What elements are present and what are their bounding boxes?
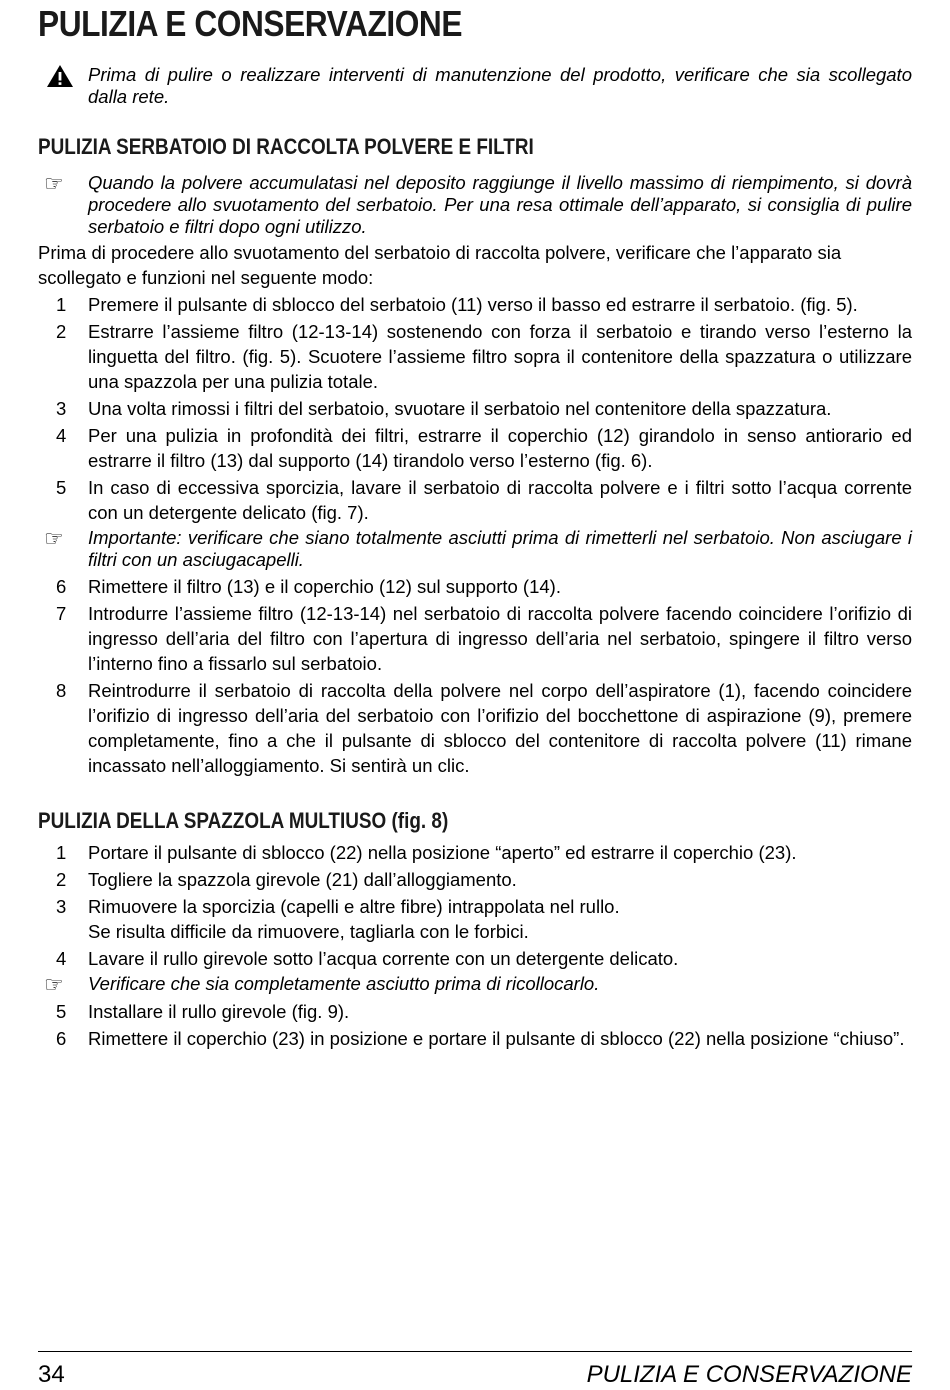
steps-list-brush-2 — [38, 999, 912, 1051]
list-item: 7 Introdurre l’assieme filtro (12-13-14) nel serbatoio di raccolta polvere facendo coincidere l’orifizio di ingresso dell’aria del filtro con l’apertura di ingresso dell’aria nel serbatoio, spingere il filtro verso l’interno fino a fissarlo sul serbatoio. — [56, 603, 912, 674]
pointing-hand-icon: ☞ — [44, 171, 64, 196]
warning-triangle-icon — [38, 64, 88, 88]
dry-note — [38, 973, 912, 997]
page-number: 34 — [38, 1361, 65, 1388]
dry-note-text: Verificare che sia completamente asciutto prima di ricollocarlo. — [88, 973, 600, 994]
pointing-hand-icon: ☞ — [44, 972, 64, 997]
list-item: 4 Lavare il rullo girevole sotto l’acqua corrente con un detergente delicato. — [56, 948, 679, 969]
page-content — [38, 0, 912, 1053]
section-heading-filters: PULIZIA SERBATOIO DI RACCOLTA POLVERE E FILTRI — [38, 134, 534, 159]
steps-list-filters — [38, 292, 912, 525]
important-note-text: Importante: verificare che siano totalmente asciutti prima di rimetterli nel serbatoio. Non asciugare i filtri con un asciugacapelli. — [88, 527, 912, 570]
footer-title: PULIZIA E CONSERVAZIONE — [586, 1361, 912, 1388]
footer-divider — [38, 1351, 912, 1352]
important-note — [38, 527, 912, 571]
section-heading-brush: PULIZIA DELLA SPAZZOLA MULTIUSO (fig. 8) — [38, 808, 449, 833]
list-item: 6 Rimettere il filtro (13) e il coperchio (12) sul supporto (14). — [56, 576, 561, 597]
info-note-filters — [38, 172, 912, 238]
steps-list-filters-2 — [38, 574, 912, 778]
pointing-hand-icon: ☞ — [44, 526, 64, 551]
list-item: 1 Premere il pulsante di sblocco del serbatoio (11) verso il basso ed estrarre il serbatoio. (fig. 5). — [56, 294, 858, 315]
intro-paragraph: Prima di procedere allo svuotamento del serbatoio di raccolta polvere, verificare che l’apparato sia scollegato e funzioni nel seguente modo: — [38, 242, 842, 288]
list-item: 2 Togliere la spazzola girevole (21) dall’alloggiamento. — [56, 869, 517, 890]
list-item: 6 Rimettere il coperchio (23) in posizione e portare il pulsante di sblocco (22) nella posizione “chiuso”. — [56, 1028, 905, 1049]
list-item: 1 Portare il pulsante di sblocco (22) nella posizione “aperto” ed estrarre il coperchio (23). — [56, 842, 797, 863]
list-item: 5 Installare il rullo girevole (fig. 9). — [56, 1001, 350, 1022]
warning-note — [38, 64, 912, 108]
list-item: 3 Rimuovere la sporcizia (capelli e altre fibre) intrappolata nel rullo. Se risulta difficile da rimuovere, tagliarla con le forbici. — [56, 896, 620, 942]
list-item: 4 Per una pulizia in profondità dei filtri, estrarre il coperchio (12) girandolo in senso antiorario ed estrarre il filtro (13) dal supporto (14) tirandolo verso l’esterno (fig. 6). — [56, 425, 912, 471]
list-item: 3 Una volta rimossi i filtri del serbatoio, svuotare il serbatoio nel contenitore della spazzatura. — [56, 398, 832, 419]
warning-note-text: Prima di pulire o realizzare interventi di manutenzione del prodotto, verificare che sia scollegato dalla rete. — [88, 64, 912, 107]
list-item: 8 Reintrodurre il serbatoio di raccolta della polvere nel corpo dell’aspiratore (1), facendo coincidere l’orifizio di ingresso dell’aria del serbatoio con l’orifizio del bocchettone di aspirazione (9), premere completamente, fino a che il pulsante di sblocco del contenitore di raccolta polvere (11) rimane incassato nell’alloggiamento. Si sentirà un clic. — [56, 680, 912, 776]
list-item: 2 Estrarre l’assieme filtro (12-13-14) sostenendo con forza il serbatoio e tirando verso l’esterno la linguetta del filtro. (fig. 5). Scuotere l’assieme filtro sopra il contenitore della spazzatura o utilizzare una spazzola per una pulizia totale. — [56, 321, 912, 392]
info-note-text: Quando la polvere accumulatasi nel deposito raggiunge il livello massimo di riempimento, si dovrà procedere allo svuotamento del serbatoio. Per una resa ottimale dell’apparato, si consiglia di pulire serbatoio e filtri dopo ogni utilizzo. — [88, 172, 912, 237]
page-title: PULIZIA E CONSERVAZIONE — [38, 3, 463, 44]
steps-list-brush — [38, 840, 912, 971]
list-item: 5 In caso di eccessiva sporcizia, lavare il serbatoio di raccolta polvere e i filtri sotto l’acqua corrente con un detergente delicato (fig. 7). — [56, 477, 912, 523]
